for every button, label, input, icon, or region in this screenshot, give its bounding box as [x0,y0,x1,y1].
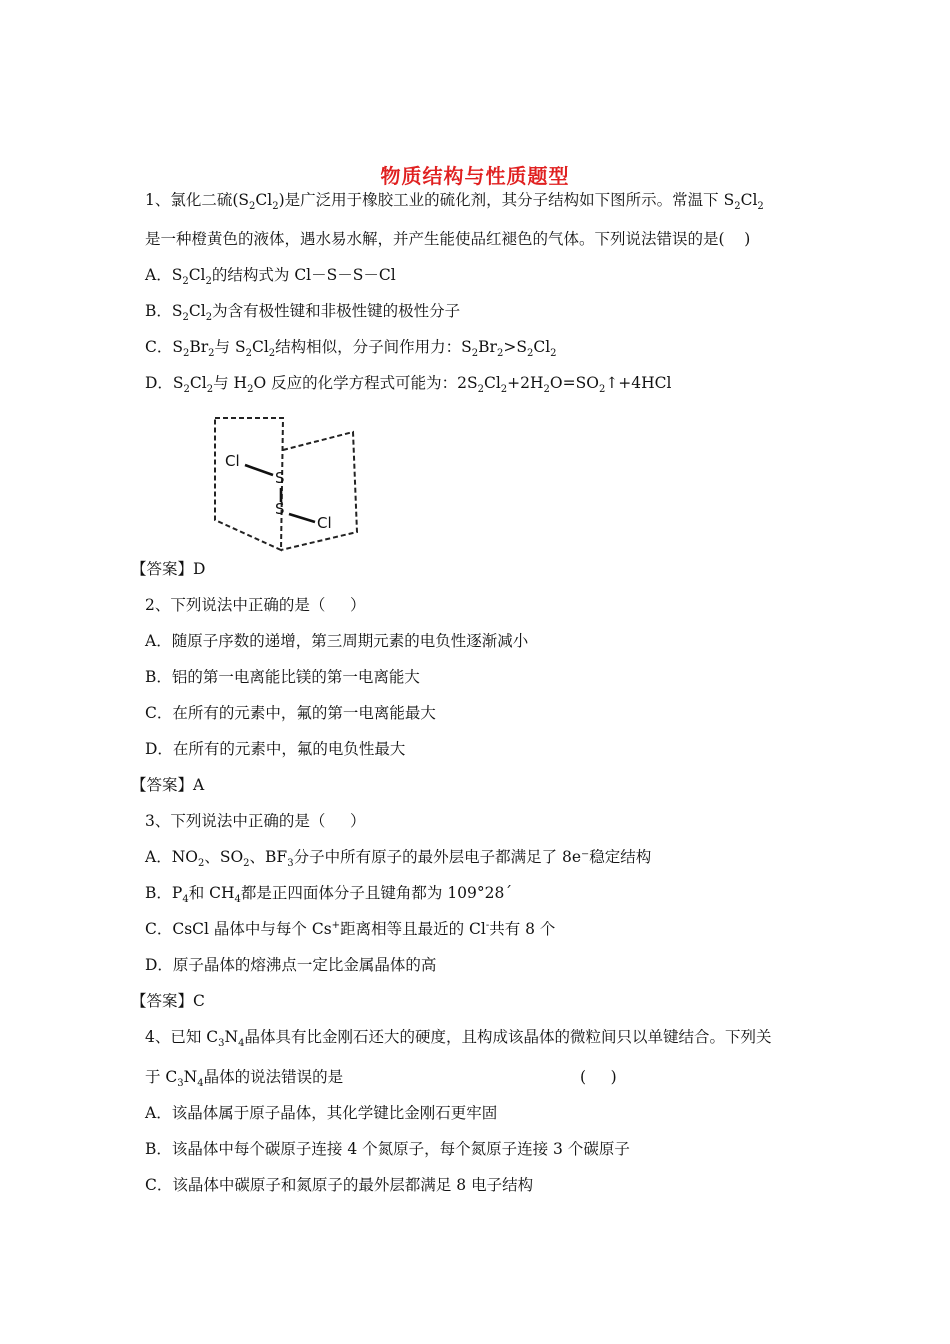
page-title: 物质结构与性质题型 [380,164,570,188]
right-plane [281,432,357,550]
atom-cl-2: Cl [317,514,332,532]
left-plane [215,418,283,550]
q3-option-a: A．$NO_2$、$SO_2$、$BF_3$分子中所有原子的最外层电子都满足了 8e⁻稳定结构 [145,848,652,870]
q4-option-b: B．该晶体中每个碳原子连接 4 个氮原子，每个氮原子连接 3 个碳原子 [145,1140,630,1158]
atom-s-2: S [275,500,285,518]
q2-option-b: B．铝的第一电离能比镁的第一电离能大 [145,668,420,686]
q2-option-d: D．在所有的元素中，氟的电负性最大 [145,740,406,758]
q3-option-b: B．$P_4$和 $CH_4$都是正四面体分子且键角都为 109°28´ [145,884,513,906]
q2-answer: 【答案】A [131,776,205,794]
q4-stem-line2: 于 $C_3N_4$晶体的说法错误的是 [145,1068,344,1090]
q1-stem-line2: 是一种橙黄色的液体，遇水易水解，并产生能使品红褪色的气体。下列说法错误的是( ) [145,230,751,248]
atom-s-1: S [275,469,285,487]
s-cl-bond-2 [289,514,315,522]
q3-answer: 【答案】C [131,992,205,1010]
q4-option-c: C．该晶体中碳原子和氮原子的最外层都满足 8 电子结构 [145,1176,534,1194]
q2-option-a: A．随原子序数的递增，第三周期元素的电负性逐渐减小 [145,632,529,650]
q1-stem: 1、氯化二硫$(S_2Cl_2)$是广泛用于橡胶工业的硫化剂，其分子结构如下图所示。常温下 $S_2Cl_2$ [145,191,764,213]
atom-cl-1: Cl [225,452,240,470]
q3-option-d: D．原子晶体的熔沸点一定比金属晶体的高 [145,956,437,974]
q2-option-c: C．在所有的元素中，氟的第一电离能最大 [145,704,436,722]
q1-option-b: B．$S_2Cl_2$为含有极性键和非极性键的极性分子 [145,302,461,324]
cl-s-bond-1 [245,465,273,475]
q4-answer-paren: ( ) [580,1068,617,1086]
s2cl2-structure-diagram [205,410,365,555]
q1-option-d: D．$S_2Cl_2$与 $H_2O$ 反应的化学方程式可能为：$2S_2Cl_2+2H_2O=SO_2↑+4HCl$ [145,374,672,396]
q4-option-a: A．该晶体属于原子晶体，其化学键比金刚石更牢固 [145,1104,498,1122]
q1-answer: 【答案】D [131,560,206,578]
q1-option-c: C．$S_2Br_2$与 $S_2Cl_2$结构相似，分子间作用力：$S_2Br_2>S_2Cl_2$ [145,338,557,360]
q1-option-a: A．$S_2Cl_2$的结构式为 Cl－S－S－Cl [145,266,396,288]
q2-stem: 2、下列说法中正确的是（ ） [145,596,366,614]
q3-stem: 3、下列说法中正确的是（ ） [145,812,366,830]
q3-option-c: C．CsCl 晶体中与每个 Cs+距离相等且最近的 Cl-共有 8 个 [145,919,556,938]
q4-stem: 4、已知 $C_3N_4$晶体具有比金刚石还大的硬度，且构成该晶体的微粒间只以单键结合。下列关 [145,1028,772,1050]
